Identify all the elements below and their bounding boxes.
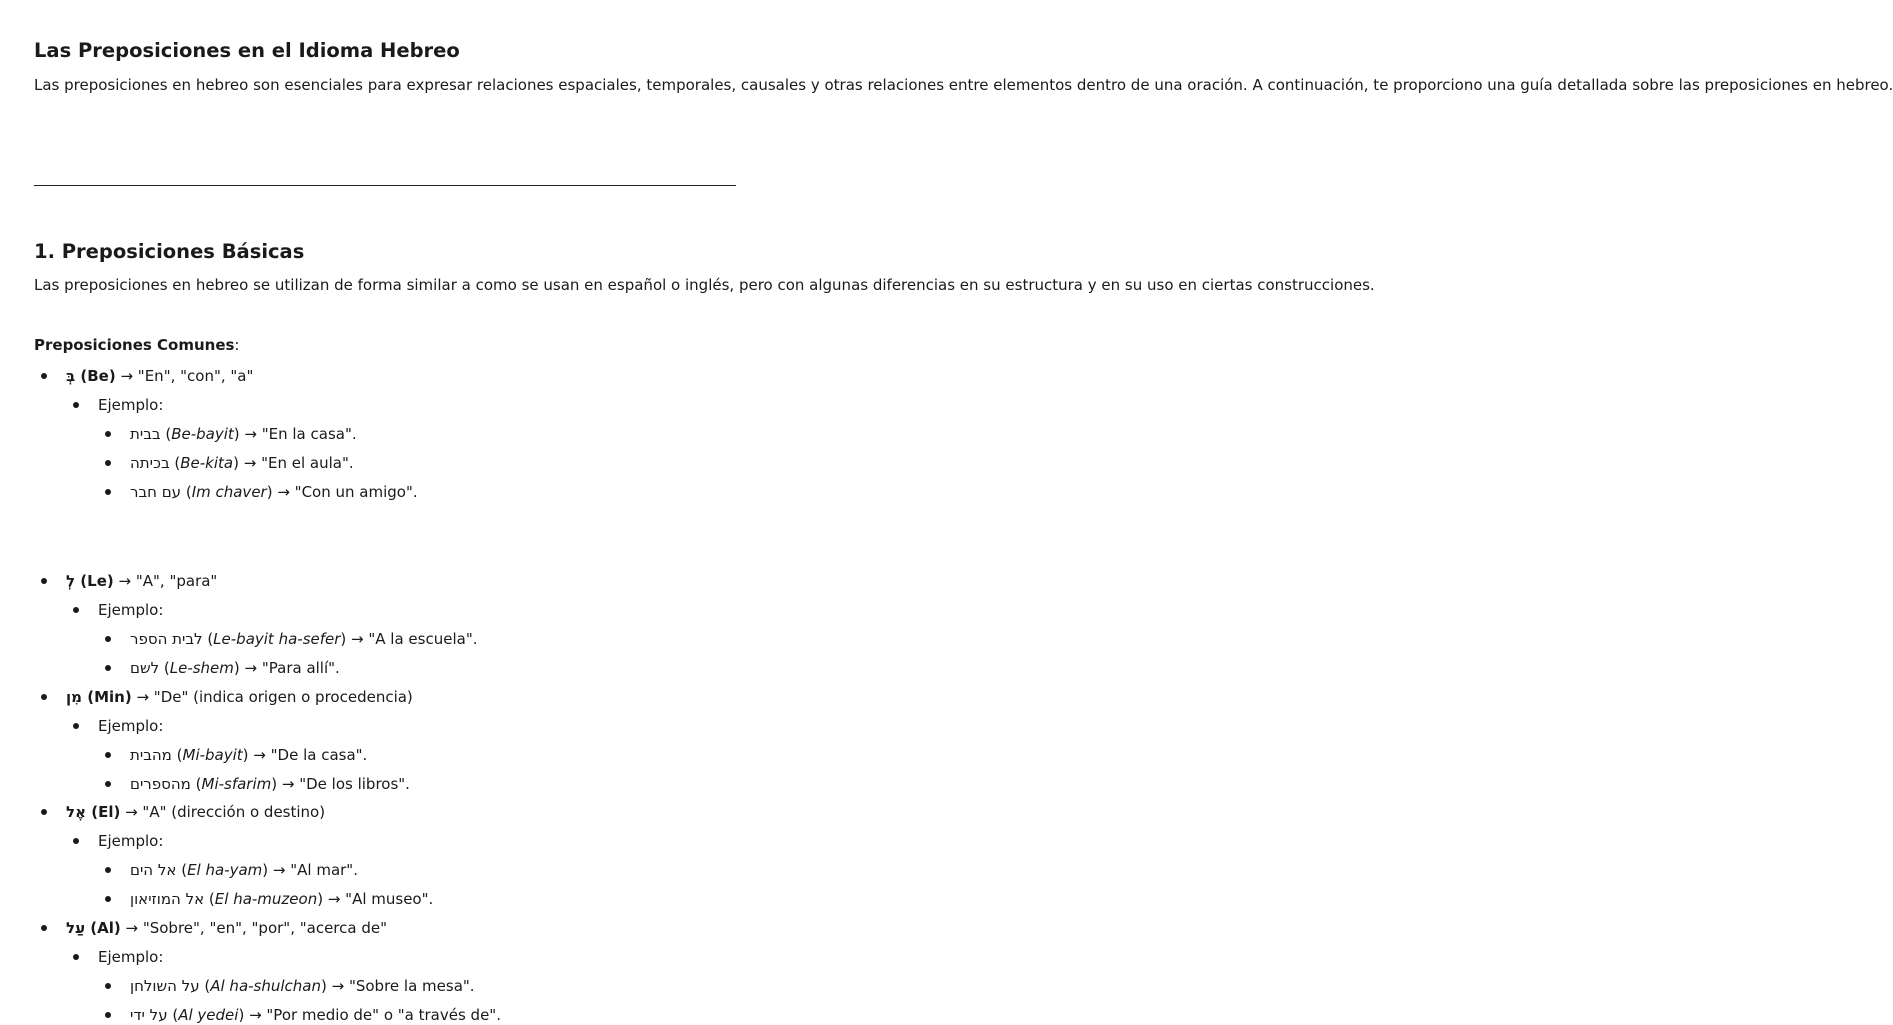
example-translit: Al ha-shulchan [210,977,321,995]
example-hebrew: אל המוזיאון [130,890,205,908]
example-hebrew: לבית הספר [130,630,203,648]
example-label [98,947,163,967]
example-label-text: Ejemplo: [98,717,164,735]
example-label-text: Ejemplo: [98,832,164,850]
example-translation: ) → "A la escuela". [340,630,478,648]
example-translit: Le-bayit ha-sefer [213,630,341,648]
example-translation: ) → "En el aula". [233,454,354,472]
example-label-text: Ejemplo: [98,396,164,414]
example-translation: ) → "De los libros". [271,775,410,793]
list-bullet [105,983,111,989]
example-label [98,395,163,415]
preposition-meaning: → "Sobre", "en", "por", "acerca de" [120,919,387,937]
example-translation: ) → "Sobre la mesa". [321,977,475,995]
subheading-label: Preposiciones Comunes [34,336,235,354]
example-translit: El ha-yam [187,861,263,879]
example-hebrew: על השולחן [130,977,200,995]
preposition-item [66,687,413,707]
preposition-hebrew: אֶל [66,803,86,821]
list-bullet [41,373,47,379]
list-bullet [105,460,111,466]
section-heading: 1. Preposiciones Básicas [34,240,305,263]
example-label [98,716,163,736]
example-translation: ) → "Con un amigo". [266,483,418,501]
list-bullet [105,1012,111,1018]
example-translit: Im chaver [191,483,267,501]
preposition-meaning: → "En", "con", "a" [115,367,254,385]
example-label [98,831,163,851]
list-bullet [41,925,47,931]
example-translit: Be-kita [180,454,234,472]
section-paragraph: Las preposiciones en hebreo se utilizan de forma similar a como se usan en español o inglés, pero con algunas diferencias en su estructura y en su uso en ciertas construcciones. [34,276,1375,294]
example-translation: ) → "Para allí". [233,659,340,677]
example-open-paren: ( [190,775,202,793]
example-hebrew: בכיתה [130,454,170,472]
list-bullet [41,578,47,584]
example-translit: Be-bayit [171,425,234,443]
page-title: Las Preposiciones en el Idioma Hebreo [34,39,460,62]
example-item [130,424,357,444]
list-bullet [73,723,79,729]
example-open-paren: ( [159,659,170,677]
example-translation: ) → "Al mar". [262,861,358,879]
preposition-hebrew: מִן [66,688,83,706]
example-open-paren: ( [176,861,188,879]
example-item [130,976,475,996]
preposition-meaning: → "De" (indica origen o procedencia) [131,688,413,706]
list-bullet [73,954,79,960]
example-item [130,453,354,473]
list-bullet [105,867,111,873]
example-translation: ) → "De la casa". [242,746,368,764]
example-item [130,745,367,765]
example-label-text: Ejemplo: [98,601,164,619]
example-open-paren: ( [199,977,211,995]
preposition-meaning: → "A" (dirección o destino) [120,803,326,821]
example-translit: Mi-bayit [182,746,243,764]
example-item [130,774,410,794]
example-open-paren: ( [202,630,214,648]
list-bullet [105,752,111,758]
list-bullet [105,781,111,787]
example-translation: ) → "En la casa". [233,425,357,443]
preposition-meaning: → "A", "para" [113,572,218,590]
list-bullet [105,489,111,495]
example-hebrew: מהבית [130,746,172,764]
preposition-translit: (Be) [75,367,116,385]
example-translit: Al yedei [178,1006,239,1024]
preposition-translit: (Le) [75,572,114,590]
example-item [130,629,478,649]
list-bullet [41,694,47,700]
preposition-hebrew: לְ [66,572,76,590]
list-bullet [105,665,111,671]
list-bullet [105,896,111,902]
preposition-item [66,366,253,386]
example-label [98,600,163,620]
preposition-translit: (Al) [85,919,121,937]
example-open-paren: ( [181,483,192,501]
list-bullet [105,431,111,437]
example-item [130,1005,501,1025]
preposition-item [66,571,217,591]
example-translit: Mi-sfarim [201,775,272,793]
preposition-translit: (Min) [82,688,132,706]
example-hebrew: בבית [130,425,161,443]
example-open-paren: ( [204,890,215,908]
example-item [130,889,433,909]
example-hebrew: לשם [130,659,160,677]
list-bullet [73,838,79,844]
example-hebrew: על ידי [130,1006,168,1024]
list-bullet [73,607,79,613]
preposition-hebrew: עַל [66,919,86,937]
horizontal-divider [34,185,736,186]
example-translit: Le-shem [169,659,234,677]
example-hebrew: אל הים [130,861,177,879]
example-open-paren: ( [167,1006,179,1024]
preposition-translit: (El) [86,803,121,821]
example-translit: El ha-muzeon [214,890,318,908]
example-hebrew: מהספרים [130,775,191,793]
example-item [130,658,340,678]
list-bullet [41,809,47,815]
preposition-item [66,918,387,938]
preposition-item [66,802,325,822]
example-translation: ) → "Al museo". [317,890,434,908]
example-open-paren: ( [171,746,183,764]
example-open-paren: ( [160,425,172,443]
list-bullet [73,402,79,408]
example-label-text: Ejemplo: [98,948,164,966]
example-translation: ) → "Por medio de" o "a través de". [238,1006,501,1024]
example-hebrew: עם חבר [130,483,182,501]
example-item [130,482,418,502]
preposition-hebrew: בְּ [66,367,76,385]
list-bullet [105,636,111,642]
subheading-colon: : [234,336,240,354]
subheading [34,335,239,355]
intro-paragraph: Las preposiciones en hebreo son esenciales para expresar relaciones espaciales, temporales, causales y otras relaciones entre elementos dentro de una oración. A continuación, te proporciono una guía detallada sobre las preposiciones en hebreo. [34,76,1893,94]
example-item [130,860,358,880]
example-open-paren: ( [169,454,181,472]
